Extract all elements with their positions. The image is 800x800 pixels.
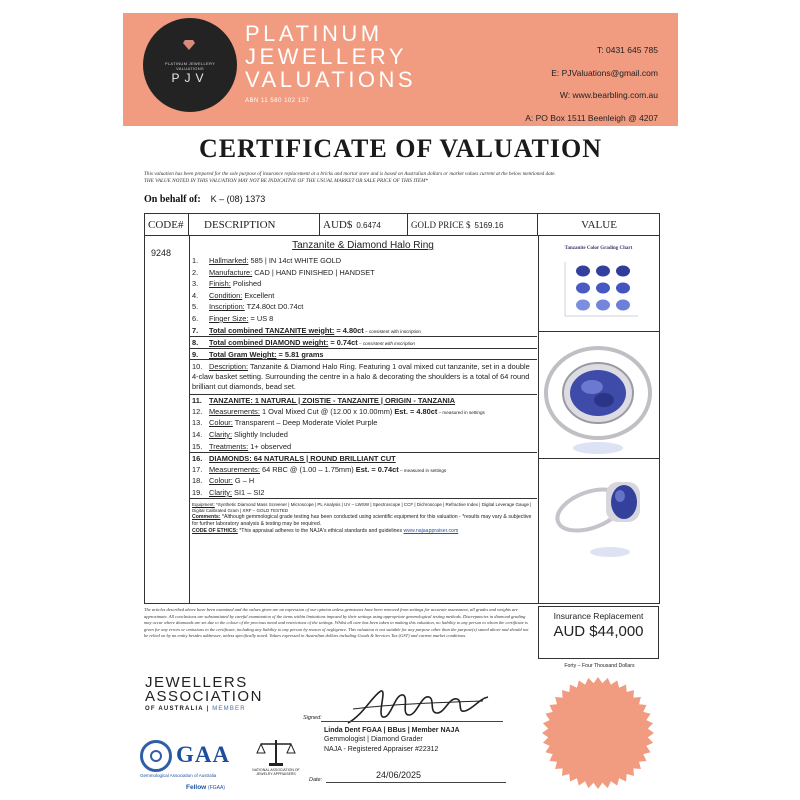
gaa-text: GAA	[176, 742, 231, 767]
gold-header-label: GOLD PRICE $	[411, 220, 471, 230]
comments-label: Comments:	[192, 514, 221, 521]
brand-line-3: VALUATIONS	[245, 67, 417, 92]
detail-row: 7. Total combined TANZANITE weight: = 4.80ct – consistent with inscription	[192, 325, 421, 335]
scales-icon	[253, 737, 299, 767]
value-header-label: VALUE	[581, 219, 617, 231]
detail-note: – measured in settings	[398, 467, 447, 473]
ja-line-2: ASSOCIATION	[145, 688, 263, 705]
naja-caption: NATIONAL ASSOCIATION OF JEWELRY APPRAISERS	[252, 768, 300, 777]
phone: T: 0431 645 785	[597, 45, 658, 55]
detail-label: Inscription:	[209, 302, 245, 312]
detail-row: 6. Finger Size: = US 8	[192, 313, 274, 323]
detail-row: 1. Hallmarked: 585 | IN 14ct WHITE GOLD	[192, 256, 342, 265]
detail-note: – measured in settings	[437, 409, 485, 415]
behalf-value: K – (08) 1373	[210, 194, 266, 204]
date-line	[326, 782, 506, 783]
detail-label: Measurements:	[209, 406, 260, 416]
detail-label: Colour:	[209, 418, 233, 428]
detail-label: Treatments:	[209, 441, 249, 451]
naja-link[interactable]: www.najaappraiser.com	[403, 528, 459, 535]
header-aud	[320, 214, 408, 236]
detail-value: = US 8	[248, 313, 274, 323]
intro-line-2: THE VALUE NOTED IN THIS VALUATION MAY NOT BE INDICATIVE OF THE USUAL MARKET OR SALE PRICE OF THIS ITEM*	[144, 178, 429, 184]
ja-country: OF AUSTRALIA |	[145, 706, 213, 712]
detail-value: 64 RBC @ (1.00 – 1.75mm)	[259, 464, 356, 474]
contact-block	[525, 39, 658, 129]
detail-row: 14. Clarity: Slightly Included	[192, 429, 288, 439]
ja-member: MEMBER	[212, 706, 246, 712]
detail-label: Colour:	[209, 476, 233, 486]
value-column	[538, 236, 659, 604]
comments-line	[192, 514, 534, 528]
intro-line-1: This valuation has been prepared for the sole purpose of insurance replacement at a bricks and mortar store and is based on Australian dollars or market values current at the below mentioned date.	[144, 171, 556, 177]
color-grading-swatches	[538, 254, 659, 328]
diamond-icon	[183, 40, 195, 50]
detail-note: – consistent with inscription	[357, 341, 415, 347]
detail-value: G – H	[232, 476, 255, 486]
detail-row: 5. Inscription: TZ4.80ct D0.74ct	[192, 302, 304, 312]
naja-logo	[253, 737, 299, 787]
detail-value: Slightly Included	[232, 429, 288, 439]
certificate-title: CERTIFICATE OF VALUATION	[198, 134, 603, 163]
detail-label: Clarity:	[209, 429, 232, 439]
logo-monogram: PJV	[171, 71, 209, 85]
item-details	[189, 255, 537, 538]
signed-label: Signed:	[303, 715, 322, 721]
detail-label: DIAMONDS: 64 NATURALS | ROUND BRILLIANT CUT	[209, 454, 396, 464]
certificate-page	[123, 13, 678, 791]
intro-text	[144, 171, 664, 185]
jewellers-association-logo	[145, 676, 263, 712]
detail-row: 12. Measurements: 1 Oval Mixed Cut @ (12.00 x 10.00mm) Est. = 4.80ct – measured in settings	[192, 406, 485, 416]
detail-label: Condition:	[209, 290, 243, 300]
insurance-label: Insurance Replacement	[553, 611, 644, 621]
aud-rate: 0.6474	[356, 221, 381, 230]
insurance-replacement-box	[538, 606, 659, 669]
equipment-text: *Synthetic Diamond Mass Screener | Microscope | PL Analysis | UV – LWSW | Spectroscope | CCF | Dichroscope | Refractive Index | Digital Leverage Gauge | Digital Calibrated Gram | XRF – GOLD TESTED	[192, 502, 532, 514]
insurance-amount: AUD $44,000	[553, 623, 644, 640]
signer-name: Linda Dent FGAA | BBus | Member NAJA	[324, 727, 460, 734]
ring-side-photo	[538, 460, 659, 604]
brand-name	[245, 22, 416, 91]
detail-value: 1 Oval Mixed Cut @ (12.00 x 10.00mm)	[259, 406, 395, 416]
website[interactable]: W: www.bearbling.com.au	[559, 90, 658, 100]
detail-value: SI1 – SI2	[232, 487, 265, 497]
header-gold	[408, 214, 538, 236]
detail-value: Polished	[230, 279, 262, 289]
ja-line-3	[145, 706, 263, 712]
comments-text: *Although gemmological grade testing has been conducted using scientific equipment for this valuation - *results may vary & subjective for further laboratory analysis & testing may be required.	[192, 514, 532, 528]
aud-header-label: AUD$	[323, 219, 353, 231]
on-behalf-of	[144, 194, 265, 205]
abn-number: ABN 11 580 102 137	[245, 98, 310, 104]
fellow-label: Fellow	[186, 784, 209, 791]
detail-label: Clarity:	[209, 487, 232, 497]
item-title: Tanzanite & Diamond Halo Ring	[292, 240, 434, 251]
detail-row: 19. Clarity: SI1 – SI2	[192, 487, 265, 497]
header-value	[538, 214, 660, 236]
detail-row: 8. Total combined DIAMOND weight: = 0.74ct – consistent with inscription	[189, 336, 537, 348]
detail-row: 15. Treatments: 1+ observed	[192, 441, 292, 451]
detail-label: Finger Size:	[209, 313, 249, 323]
gold-price: 5169.16	[474, 221, 504, 230]
code-header-label: CODE#	[148, 219, 184, 231]
signer-role: Gemmologist | Diamond Grader	[324, 736, 423, 744]
brand-line-2: JEWELLERY	[245, 44, 407, 69]
ring-front-photo	[538, 333, 659, 459]
brand-line-1: PLATINUM	[245, 21, 383, 46]
equipment-notes	[189, 498, 537, 538]
detail-label: Total combined TANZANITE weight:	[209, 325, 335, 335]
seal-icon	[541, 676, 655, 790]
description-header-label: DESCRIPTION	[204, 219, 276, 231]
address: A: PO Box 1511 Beenleigh @ 4207	[525, 112, 658, 123]
detail-row: 9. Total Gram Weight: = 5.81 grams	[189, 348, 537, 360]
tanzanite-heading: 11. TANZANITE: 1 NATURAL | ZOISTIE - TANZANITE | ORIGIN - TANZANIA	[189, 394, 537, 406]
header-banner	[123, 13, 678, 126]
detail-value: TZ4.80ct D0.74ct	[244, 302, 304, 312]
detail-value: Tanzanite & Diamond Halo Ring. Featuring 1 oval mixed cut tanzanite, set in a double 4-claw basket setting. Surrounding the centre in a halo & decorating the shoulders is a total of 64 round brilliant cut diamonds, bead set.	[192, 362, 530, 391]
insurance-amount-words: Forty – Four Thousand Dollars	[564, 663, 635, 669]
behalf-label: On behalf of:	[144, 194, 201, 205]
signer-registration: NAJA - Registered Appraiser #22312	[324, 745, 439, 753]
detail-label: Manufacture:	[209, 267, 253, 277]
header-description	[189, 214, 320, 236]
detail-value: Transparent – Deep Moderate Violet Purple	[232, 418, 378, 428]
detail-note: – consistent with inscription	[363, 328, 421, 334]
detail-value: CAD | HAND FINISHED | HANDSET	[252, 267, 375, 277]
detail-label: Measurements:	[209, 464, 260, 474]
detail-label: Finish:	[209, 279, 231, 289]
detail-label: Total combined DIAMOND weight:	[209, 338, 329, 348]
disclaimer-text: The articles described above have been examined and the values given are an expression of our opinion unless gemstones have been removed from settings for accurate assessment, all grades and weights are approximate. All conclusions are substantiated by careful examination of the items within limitations imposed by their settings using appropriate gemmological testing methods. Discrepancies in diamond grading may occur where diamonds are set due to the colour of the precious metal and restrictions of the settings. Whilst all care has been taken in making this valuation, no liability to any person to whom the certificate is given for any errors or omissions in the certificate, including any liability to any person by reason of negligence. This valuation is not suitable for any purpose other than the purpose(s) stated above and should not be relied on by an entity besides addressee, unless specifically noted. Values expressed in Australian dollars including Goods & Services Tax (GST) and current market conditions.	[144, 607, 529, 639]
detail-label: TANZANITE: 1 NATURAL | ZOISTIE - TANZANITE | ORIGIN - TANZANIA	[209, 396, 456, 406]
date-label: Date:	[309, 777, 323, 783]
ja-line-1: JEWELLERS	[145, 674, 248, 691]
gaa-emblem-icon	[140, 740, 172, 772]
detail-row: 17. Measurements: 64 RBC @ (1.00 – 1.75mm) Est. = 0.74ct – measured in settings	[192, 464, 447, 474]
detail-value: 1+ observed	[248, 441, 292, 451]
ethics-line	[192, 528, 534, 535]
ethics-label: CODE OF ETHICS:	[192, 528, 238, 535]
detail-row: 3. Finish: Polished	[192, 279, 262, 289]
detail-estimate: Est. = 4.80ct	[394, 406, 438, 416]
tanzanite-color-chart	[538, 236, 659, 332]
detail-row: 18. Colour: G – H	[192, 476, 255, 486]
diamonds-heading: 16. DIAMONDS: 64 NATURALS | ROUND BRILLIANT CUT	[189, 452, 537, 464]
fellow-suffix: (FGAA)	[208, 785, 225, 791]
equipment-line	[192, 502, 534, 514]
detail-label: Hallmarked:	[209, 256, 249, 265]
logo-small-text: PLATINUM JEWELLERY VALUATIONS	[164, 61, 216, 71]
detail-estimate: Est. = 0.74ct	[355, 464, 399, 474]
signature-line	[321, 721, 503, 722]
detail-value: = 0.74ct	[328, 338, 358, 348]
detail-row: 4. Condition: Excellent	[192, 290, 275, 300]
ethics-text: *This appraisal adheres to the NAJA's ethical standards and guidelines	[237, 528, 404, 535]
chart-title: Tanzanite Color Grading Chart	[564, 246, 633, 251]
ring-side-image	[538, 460, 659, 604]
gaa-caption: Gemmological Association of Australia	[140, 773, 217, 778]
detail-label: Total Gram Weight:	[209, 349, 277, 359]
detail-row: 13. Colour: Transparent – Deep Moderate Violet Purple	[192, 418, 378, 428]
detail-value: = 4.80ct	[334, 325, 364, 335]
signer-details	[324, 726, 460, 754]
ring-front-image	[538, 333, 659, 459]
equipment-label: Equipment:	[192, 502, 215, 508]
detail-value: 585 | IN 14ct WHITE GOLD	[248, 256, 342, 265]
valuation-table	[144, 213, 660, 604]
pjv-logo	[143, 18, 237, 112]
email[interactable]: E: PJValuations@gmail.com	[551, 67, 658, 78]
date-value: 24/06/2025	[376, 770, 422, 780]
detail-row-description: 10. Description: Tanzanite & Diamond Halo Ring. Featuring 1 oval mixed cut tanzanite, set in a double 4-claw basket setting. Surrounding the centre in a halo & decorating the shoulders is a total of 64 round brilliant cut diamonds, bead set.	[189, 359, 537, 394]
header-code	[145, 214, 189, 236]
detail-value: = 5.81 grams	[276, 349, 324, 359]
detail-label: Description:	[209, 362, 249, 372]
detail-value: Excellent	[242, 290, 275, 300]
gaa-fellow	[186, 784, 225, 791]
item-code: 9248	[151, 248, 172, 258]
detail-row: 2. Manufacture: CAD | HAND FINISHED | HANDSET	[192, 267, 375, 277]
